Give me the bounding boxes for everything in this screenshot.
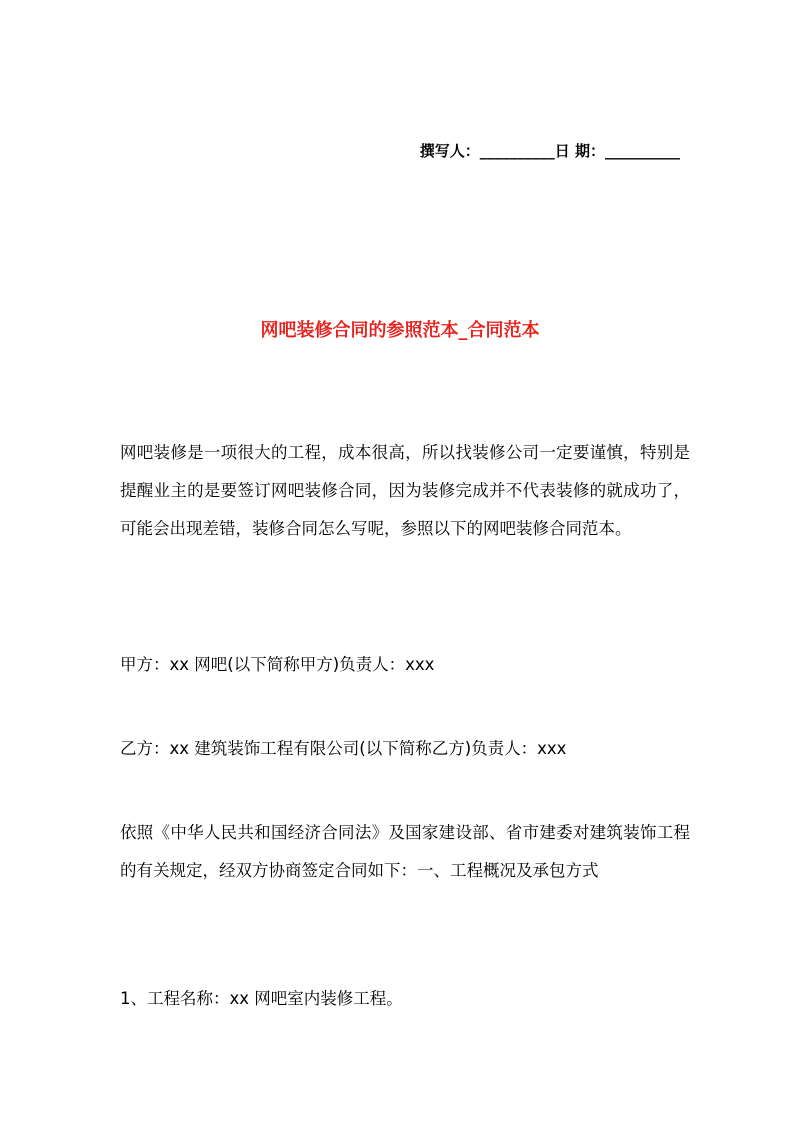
date-label: 日 期： <box>554 142 605 160</box>
document-title: 网吧装修合同的参照范本_合同范本 <box>260 320 540 341</box>
intro-text: 网吧装修是一项很大的工程，成本很高，所以找装修公司一定要谨慎，特别是提醒业主的是要签订网吧装修合同，因为装修完成并不代表装修的就成功了，可能会出现差错，装修合同怎么写呢，参照以下的网吧装修合同范本。 <box>120 443 690 538</box>
author-blank: __________ <box>479 142 555 160</box>
author-label: 撰写人： <box>419 142 480 160</box>
party-a-text: 甲方：xx 网吧(以下简称甲方)负责人：xxx <box>120 655 435 674</box>
author-date-line <box>420 140 680 161</box>
intro-paragraph <box>120 434 690 548</box>
item-1-paragraph <box>120 980 690 1018</box>
party-b-paragraph <box>120 730 690 768</box>
date-blank: __________ <box>605 142 680 160</box>
party-a-paragraph <box>120 646 690 684</box>
item-1-text: 1、工程名称：xx 网吧室内装修工程。 <box>120 989 403 1008</box>
party-b-text: 乙方：xx 建筑装饰工程有限公司(以下简称乙方)负责人：xxx <box>120 739 567 758</box>
basis-paragraph <box>120 814 690 890</box>
basis-text: 依照《中华人民共和国经济合同法》及国家建设部、省市建委对建筑装饰工程的有关规定，经双方协商签定合同如下：一、工程概况及承包方式 <box>120 823 690 880</box>
